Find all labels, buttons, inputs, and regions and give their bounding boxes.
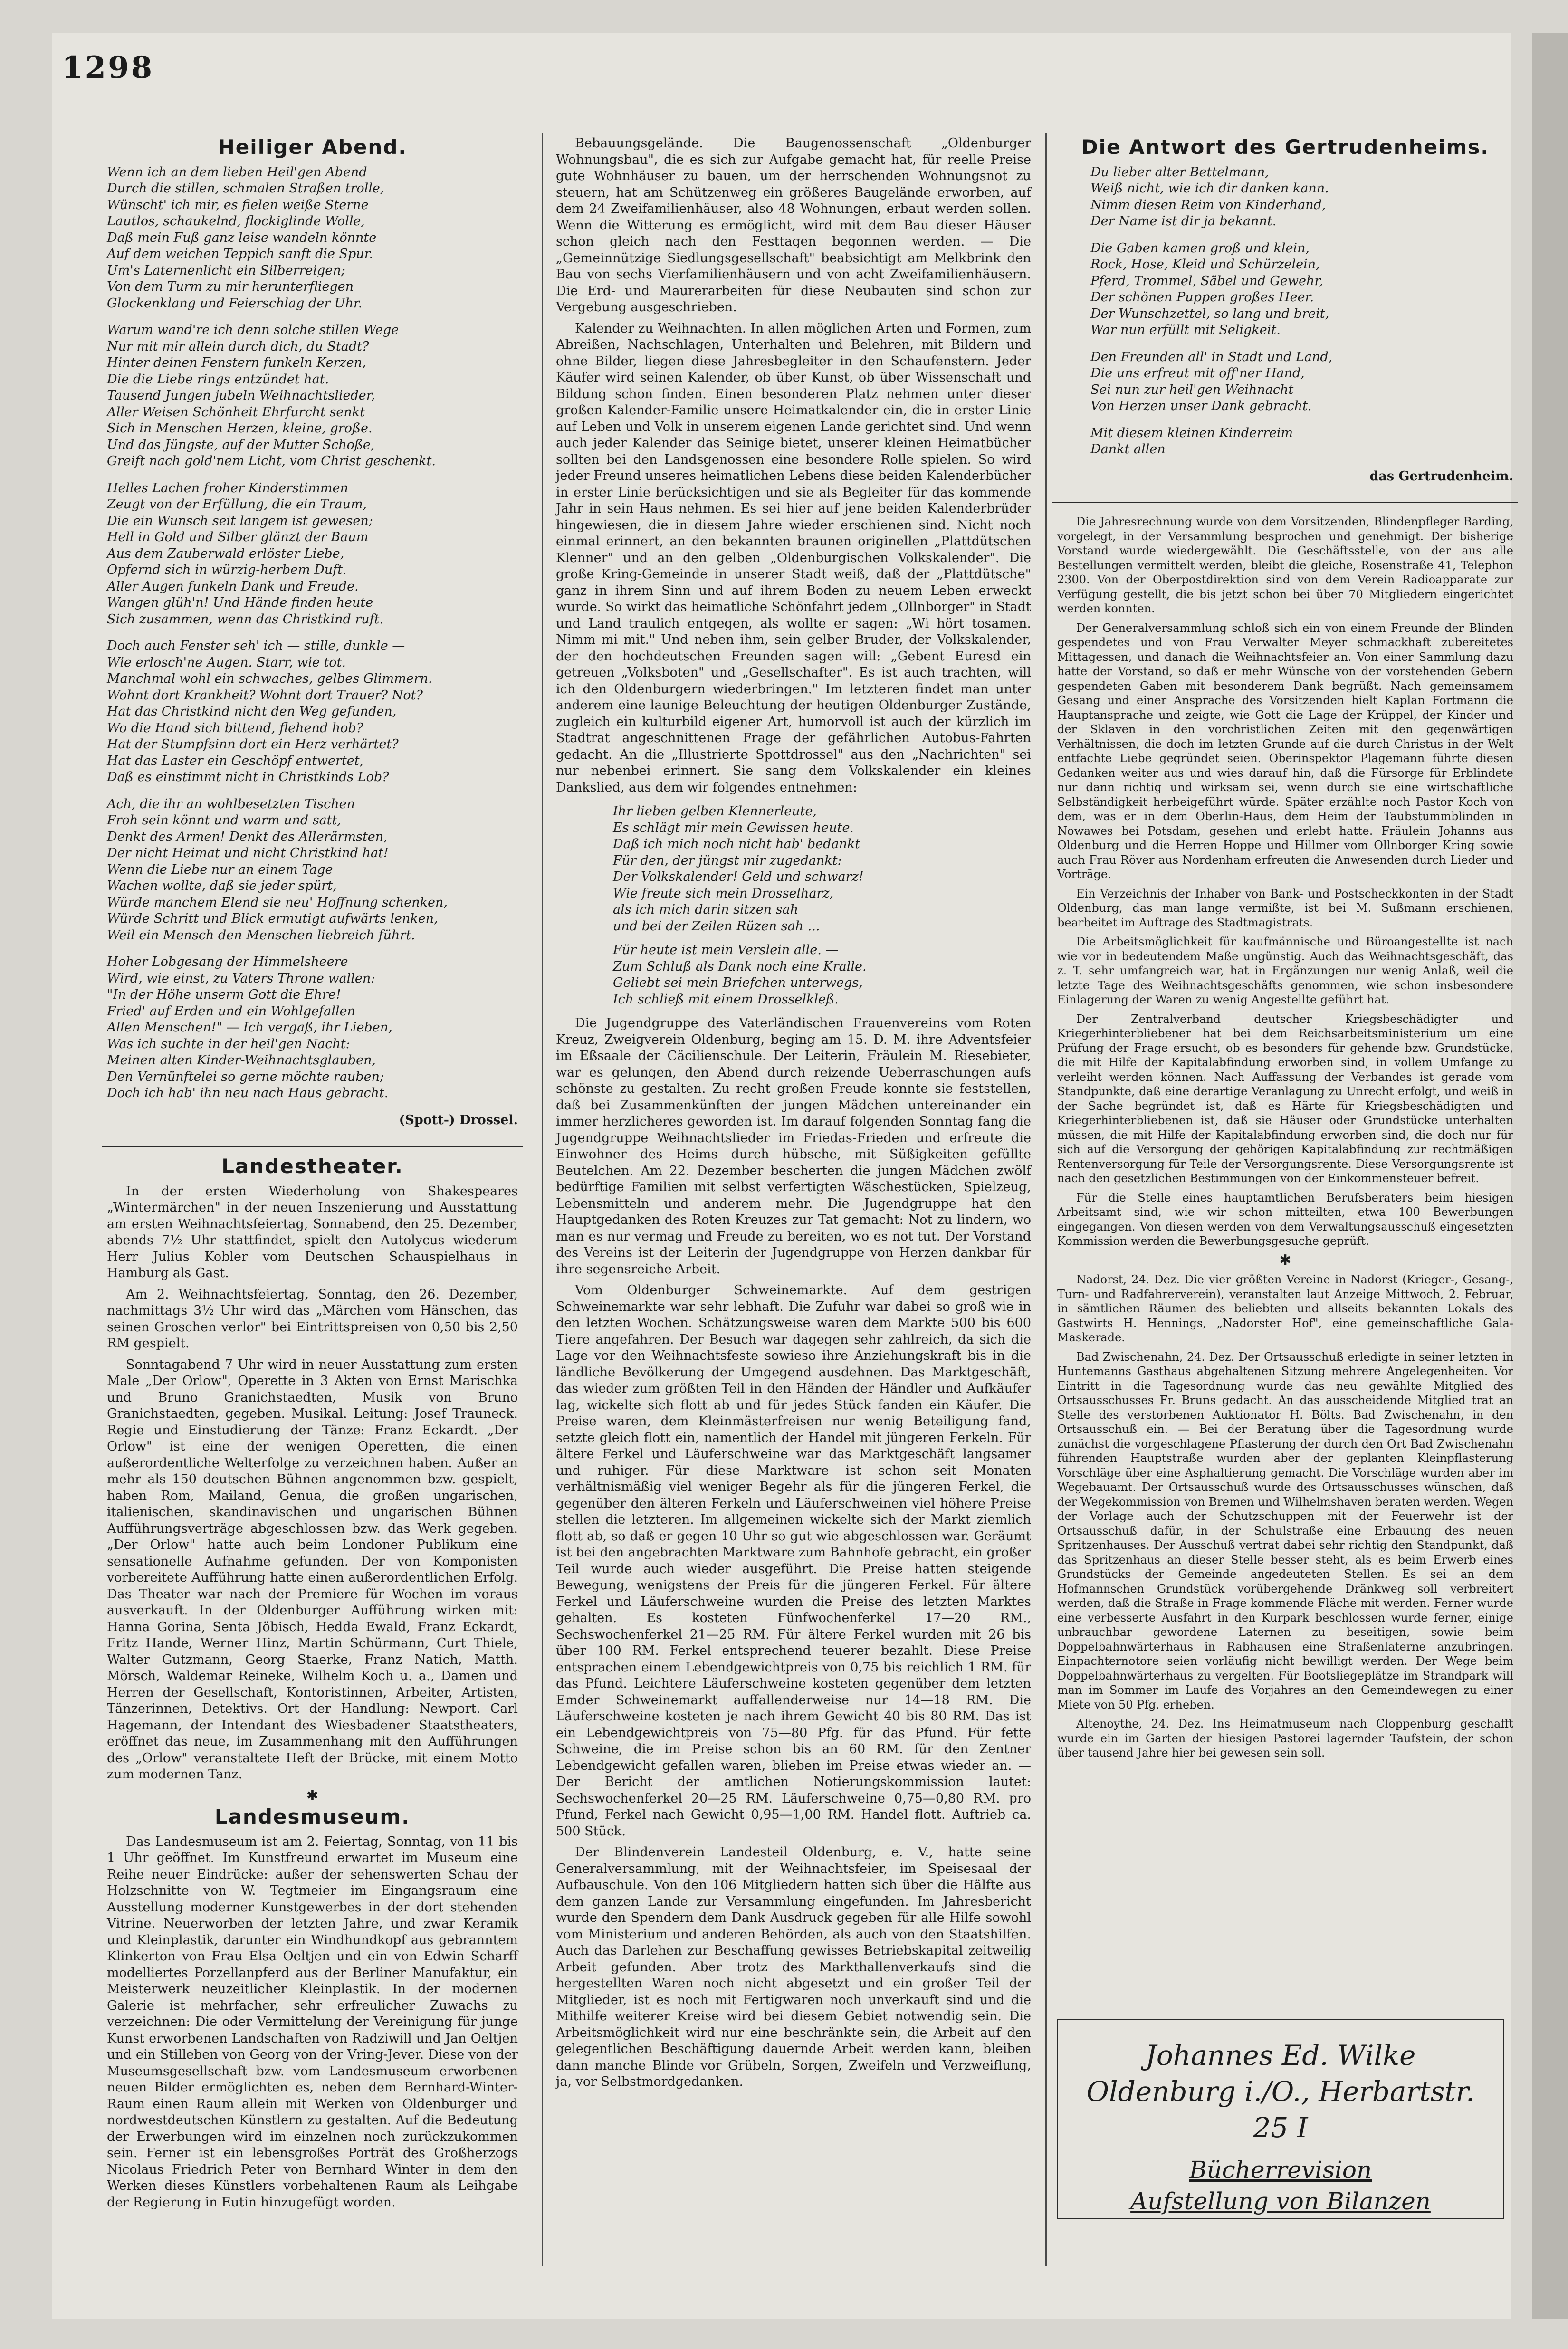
separator-star: ✱ [306, 1787, 319, 1804]
local-news-c [1057, 515, 1513, 1760]
column-2 [556, 135, 1031, 2095]
article-paragraph: Kalender zu Weihnachten. In allen möglichen Arten und Formen, zum Abreißen, Nachschlagen, Unterhalten und Belehren, mit Bildern und ohne Bilder, liegen diese Jahresbegleiter in den Schaufenstern. Jeder Käufer wird seinen Kalender, ob über Kunst, ob über Wissenschaft und Bildung schon finden. Einen besonderen Platz nehmen unter dieser großen Kalender-Familie unsere Heimatkalender ein, die in erster Linie auf Leben und Volk in unserem eigenen Lande gerichtet sind. Und wenn auch jeder Kalender das Seinige bietet, unserer kleinen Heimatbücher sollten bei den Landsgenossen eine besondere Rolle spielen. So wird jeder Freund unseres heimatlichen Lebens diese beiden Kalenderbücher in erster Linie berücksichtigen und sie als Begleiter für das kommende Jahr in sein Haus nehmen. Es sei hier auf jene beiden Kalenderbrüder hingewiesen, die in diesem Jahre wieder erschienen sind. Nicht noch einmal erinnert, an den bekannten braunen originellen „Plattdütschen Klenner" und an den gelben „Oldenburgischen Volkskalender". Die große Kring-Gemeinde in unserer Stadt weiß, daß der „Plattdütsche" ganz in ihrem Sinn und auf ihrem Boden zu neuem Leben erweckt wurde. So wirkt das heimatliche Schönfahrt jedem „Ollnborger" in Stadt und Land traulich entgegen, als wollte er sagen: „Wi hört tosamen. Nimm mi mit." Und neben ihm, sein gelber Bruder, der Volkskalender, der den hochdeutschen Freunden sagen will: „Gebent Euresd ein getreuen „Volksboten" und „Gesellschafter". Es ist auch trachten, will ich den Oldenburgern wiederbringen." Im letzteren findet man unter anderem eine launige Beleuchtung der heutigen Oldenburger Zustände, zugleich ein kulturbild eigener Art, humorvoll ist auch der kürzlich im Stadtrat angeschnittenen Frage der gefährlichen Autobus-Fahrten gedacht. An die „Illustrierte Spottdrossel" aus den „Nachrichten" sei nur nebenbei erinnert. Sie sang dem Volkskalender ein kleines Dankslied, aus dem wir folgendes entnehmen: [556, 321, 1031, 795]
article-paragraph: Ein Verzeichnis der Inhaber von Bank- und Postscheckkonten in der Stadt Oldenburg, das man lange vermißte, ist bei M. Sußmann erschienen, bearbeitet im Auftrage des Stadtmagistrats. [1057, 887, 1513, 929]
article-paragraph: Für die Stelle eines hauptamtlichen Berufsberaters beim hiesigen Arbeitsamt sind, wie wir schon mitteilten, etwa 100 Bewerbungen eingegangen. Von diesen werden von dem Verwaltungsausschuß eingesetzten Kommission werden die Bewerbungsgesuche geprüft. [1057, 1191, 1513, 1248]
poem-stanza: Hoher Lobgesang der Himmelsheere Wird, wie einst, zu Vaters Throne wallen: "In der Höhe unserm Gott die Ehre! Fried' auf Erden und ein Wohlgefallen Allen Menschen!" — Ich vergaß, ihr Lieben, Was ich suchte in der heil'gen Nacht: Meinen alten Kinder-Weihnachtsglauben, Den Vernünftelei so gerne möchte rauben; Doch ich hab' ihn neu nach Haus gebracht. [107, 955, 392, 1100]
verse-stanza: Für heute ist mein Verslein alle. — Zum Schluß als Dank noch eine Kralle. Geliebt sei mein Briefchen unterwegs, Ich schließ mit einem Drosselkleß. [613, 943, 867, 1007]
column-1 [107, 135, 518, 2215]
separator-star: ✱ [1279, 1251, 1291, 1269]
article-paragraph: Der Zentralverband deutscher Kriegsbeschädigter und Kriegerhinterbliebener hat bei dem Reichsarbeitsministerium um eine Prüfung der Frage ersucht, ob es besonders für gehende bzw. Grundstücke, die mit Hilfe der Kapitalabfindung erworben sind, in vollem Umfange zu verleiht werden können. Nach Auffassung der Verbandes ist gerade vom Standpunkte, daß eine derartige Veranlagung zu Unrecht erfolgt, und weiß in der Sache begründet ist, daß es Härte für Kriegsbeschädigten und Kriegerhinterbliebenen ist, daß sie Häuser oder Grundstücke unterhalten müssen, die mit Hilfe der Kapitalabfindung erworben sind, die doch nur für sich auf die Versorgung der gehörigen Kapitalabfindung zur rechtmäßigen Rentenversorgung für Teile der Versorgungsrente. Diese Versorgungsrente ist nach den gesetzlichen Bestimmungen von der Einkommensteuer befreit. [1057, 1012, 1513, 1185]
section-rule [1052, 502, 1518, 503]
poem-stanza: Ach, die ihr an wohlbesetzten Tischen Froh sein könnt und warm und satt, Denkt des Armen! Denkt des Allerärmsten, Der nicht Heimat und nicht Christkind hat! Wenn die Liebe nur an einem Tage Wachen wollte, daß sie jeder spürt, Würde manchem Elend sie neu' Hoffnung schenken, Würde Schritt und Blick ermutigt aufwärts lenken, Weil ein Mensch den Menschen liebreich führt. [107, 796, 448, 943]
poem-stanza: Helles Lachen froher Kinderstimmen Zeugt von der Erfüllung, die ein Traum, Die ein Wunsch seit langem ist gewesen; Hell in Gold und Silber glänzt der Baum Aus dem Zauberwald erlöster Liebe, Opfernd sich in würzig-herbem Duft. Aller Augen funkeln Dank und Freude. Wangen glüh'n! Und Hände finden heute Sich zusammen, wenn das Christkind ruft. [107, 480, 384, 627]
ad-name: Johannes Ed. Wilke [1145, 2039, 1416, 2072]
poem-title: Die Antwort des Gertrudenheims. [1081, 135, 1490, 159]
verse-stanza: Ihr lieben gelben Klennerleute, Es schlägt mir mein Gewissen heute. Daß ich mich noch nicht hab' bedankt Für den, der jüngst mir zugedankt: Der Volkskalender! Geld und schwarz! Wie freute sich mein Drosselharz, als ich mich darin sitzen sah und bei der Zeilen Rüzen sah ... [613, 804, 864, 934]
column-divider [1045, 133, 1047, 2266]
section-rule [102, 1146, 523, 1147]
advertisement [1057, 2019, 1504, 2219]
poem [1057, 164, 1513, 458]
poem-stanza: Die Gaben kamen groß und klein, Rock, Hose, Kleid und Schürzelein, Pferd, Trommel, Säbel und Gewehr, Der schönen Puppen großes Heer. Der Wunschzettel, so lang und breit, War nun erfüllt mit Seligkeit. [1090, 240, 1329, 337]
page-number: 1298 [62, 50, 154, 86]
poem-stanza: Den Freunden all' in Stadt und Land, Die uns erfreut mit off'ner Hand, Sei nun zur heil'gen Weihnacht Von Herzen unser Dank gebracht. [1090, 349, 1333, 413]
poem-stanza: Wenn ich an dem lieben Heil'gen Abend Durch die stillen, schmalen Straßen trolle, Wünscht' ich mir, es fielen weiße Sterne Lautlos, schaukelnd, flockiglinde Wolle, Daß mein Fuß ganz leise wandeln könnte Auf dem weichen Teppich sanft die Spur. Um's Laternenlicht ein Silberreigen; Von dem Turm zu mir herunterfliegen Glockenklang und Feierschlag der Uhr. [107, 164, 384, 311]
ad-service: Bücherrevision [1189, 2156, 1372, 2184]
article-paragraph: Nadorst, 24. Dez. Die vier größten Vereine in Nadorst (Krieger-, Gesang-, Turn- und Radfahrerverein), veranstalten laut Anzeige Mittwoch, 2. Februar, in sämtlichen Räumen des beliebten und allseits bekannten Lokals des Gastwirts H. Hennings, „Nadorster Hof", eine gemeinschaftliche Gala-Maskerade. [1057, 1273, 1513, 1344]
article-paragraph: Die Arbeitsmöglichkeit für kaufmännische und Büroangestellte ist nach wie vor in bedeutendem Maße ungünstig. Auch das Weihnachtsgeschäft, das z. T. sehr umfangreich war, hat in Ergänzungen nur wenig Anlaß, weil die letzte Tage des Weihnachtsgeschäfts genommen, wie schon insbesondere Einlagerung der Waren zu wenig Angestellte geführt hat. [1057, 935, 1513, 1006]
article-paragraph: Bad Zwischenahn, 24. Dez. Der Ortsausschuß erledigte in seiner letzten in Huntemanns Gasthaus abgehaltenen Sitzung mehrere Angelegenheiten. Vor Eintritt in die Tagesordnung wurde das neu gewählte Mitglied des Ortsausschusses Fr. Bruns gedacht. An das ausscheidende Mitglied trat an Stelle des verstorbenen Auktionator H. Bölts. Bad Zwischenahn, in den Ortsausschuß ein. — Bei der Beratung über die Tagesordnung wurde zunächst die vorgeschlagene Pflasterung der durch den Ort Bad Zwischenahn führenden Hauptstraße wurden aber der geplanten Kleinpflasterung Vorschläge über eine Asphaltierung gemacht. Die Vorschläge wurden aber im Wegebauamt. Der Ortsausschuß wurde des Ortsausschusses wünschen, daß der Wegekommission von Bremen und Wilhelmshaven beraten werden. Wegen der Vorlage auch der Schutzschuppen mit der Feuerwehr ist der Ortsausschuß dafür, in der Schulstraße eine Erbauung des neuen Spritzenhauses. Der Ausschuß vertrat dabei sehr richtig den Standpunkt, daß das Spritzenhaus an dieser Stelle besser steht, als es beim Erwerb eines Grundstücks der Gemeinde angedeuteten Stellen. Es sei an dem Hofmannschen Grundstück vorübergehende Dränkweg soll verbreitert werden, daß die Straße in Frage kommende Fläche mit werden. Ferner wurde eine verbesserte Ausfahrt in den Kurpark beschlossen wurde ferner, einige unbrauchbar gewordene Laternen zu beseitigen, sowie beim Doppelbahnwärterhaus in Rabhausen eine Straßenlaterne anzubringen. Einpachternotore seien vorläufig nicht bewilligt werden. Der Wege beim Doppelbahnwärterhaus zu vergelten. Für Bootsliegeplätze im Strandpark will man im Sommer im Laufe des Vorjahres an den Gemeindewegen zu einer Miete von 50 Pfg. erheben. [1057, 1350, 1513, 1711]
poem-stanza: Mit diesem kleinen Kinderreim Dankt allen [1090, 425, 1293, 457]
article-paragraph: Altenoythe, 24. Dez. Ins Heimatmuseum nach Cloppenburg geschafft wurde ein im Garten der hiesigen Pastorei lagernder Taufstein, der schon über tausend Jahre hier bei gewesen sein soll. [1057, 1717, 1513, 1759]
poem-stanza: Du lieber alter Bettelmann, Weiß nicht, wie ich dir danken kann. Nimm diesen Reim von Kinderhand, Der Name ist dir ja bekannt. [1090, 164, 1329, 229]
poem [107, 164, 518, 1102]
article-paragraph: Das Landesmuseum ist am 2. Feiertag, Sonntag, von 11 bis 1 Uhr geöffnet. Im Kunstfreund erwartet im Museum eine Reihe neuer Eindrücke: außer der sehenswerten Schau der Holzschnitte von W. Tegtmeier im Eingangsraum eine Ausstellung moderner Kunstgewerbes in der dort stehenden Vitrine. Neuerworben der letzten Jahre, und zwar Keramik und Kleinplastik, darunter ein Windhundkopf aus gebranntem Klinkerton von Frau Elsa Oeltjen und ein von Edwin Scharff modelliertes Porzellanpferd aus der Berliner Manufaktur, ein Meisterwerk neuzeitlicher Kleinplastik. In der modernen Galerie ist mehrfacher, sehr erfreulicher Zuwachs zu verzeichnen: Die oder Vermittelung der Vereinigung für junge Kunst erworbenen Landschaften von Radziwill und Jan Oeltjen und ein Stilleben von Georg von der Vring-Jever. Diese von der Museumsgesellschaft bzw. vom Landesmuseum erworbenen neuen Bilder ermöglichten es, neben dem Bernhard-Winter-Raum einen Raum allein mit Werken von Oldenburger und nordwestdeutschen Künstlern zu gestalten. Auf die Bedeutung der Erwerbungen wird im einzelnen noch zurückzukommen sein. Ferner ist ein lebensgroßes Porträt des Großherzogs Nicolaus Friedrich Peter von Bernhard Winter in dem den Werken dieses Künstlers vorbehaltenen Raum als Leihgabe der Regierung in Eutin hinzugefügt worden. [107, 1834, 518, 2210]
museum-heading: Landesmuseum. [214, 1805, 411, 1828]
article-paragraph: Vom Oldenburger Schweinemarkte. Auf dem gestrigen Schweinemarkte war sehr lebhaft. Die Zufuhr war dabei so groß wie in den letzten Wochen. Schätzungsweise waren dem Markte 500 bis 600 Tiere angefahren. Der Besuch war dagegen sehr zahlreich, da sich die Lage vor den Weihnachtsfeste sowieso ihre Anziehungskraft bis in die ländliche Bevölkerung der Umgegend ausdehnen. Das Marktgeschäft, das wieder zum größten Teil in den Händen der Händler und Aufkäufer lag, wickelte sich flott ab und für jedes Stück fanden ein Käufer. Die Preise waren, dem Kleinmästerfreisen nur wenig Beteiligung fand, setzte gleich flott ein, namentlich der Handel mit jüngeren Ferkeln. Für ältere Ferkel und Läuferschweine war das Marktgeschäft langsamer und ruhiger. Für diese Marktware ist schon seit Monaten verhältnismäßig viel weniger Begehr als für die jüngeren Ferkel, die gegenüber den älteren Ferkeln und Läuferschweinen viel höhere Preise stellen die letzteren. Im allgemeinen wickelte sich der Markt ziemlich flott ab, so daß er gegen 10 Uhr so gut wie abgeschlossen war. Geräumt ist bei den angebrachten Marktware zum Bahnhofe gebracht, ein großer Teil wurde auch wieder ausgeführt. Die Preise hatten steigende Bewegung, wenigstens der Preis für die jüngeren Ferkel. Für ältere Ferkel und Läuferschweine wurden die Preise des letzten Marktes gehalten. Es kosteten Fünfwochenferkel 17—20 RM., Sechswochenferkel 21—25 RM. Für ältere Ferkel wurden mit 26 bis über 100 RM. Ferkel entsprechend teuerer bezahlt. Diese Preise entsprachen einem Lebendgewichtpreis von 0,75 bis reichlich 1 RM. für das Pfund. Leichtere Läuferschweine kosteten gegenüber dem letzten Emder Schweinemarkt auffallenderweise nur 14—18 RM. Die Läuferschweine kosteten je nach ihrem Gewicht 40 bis 80 RM. Das ist ein Lebendgewichtpreis von 75—80 Pfg. für das Pfund. Für fette Schweine, die im Preise schon bis an 60 RM. für den Zentner Lebendgewicht gefallen waren, blieben im Preise etwas wieder an. — Der Bericht der amtlichen Notierungskommission lautet: Sechswochenferkel 20—25 RM. Läuferschweine 0,75—0,80 RM. pro Pfund, Ferkel nach Gewicht 0,95—1,00 RM. Handel flott. Auftrieb ca. 500 Stück. [556, 1283, 1031, 1839]
poem-stanza: Doch auch Fenster seh' ich — stille, dunkle — Wie erlosch'ne Augen. Starr, wie tot. Manchmal wohl ein schwaches, gelbes Glimmern. Wohnt dort Krankheit? Wohnt dort Trauer? Not? Hat das Christkind nicht den Weg gefunden, Wo die Hand sich bittend, flehend hob? Hat der Stumpfsinn dort ein Herz verhärtet? Hat das Laster ein Geschöpf entwertet, Daß es einstimmt nicht in Christkinds Lob? [107, 639, 432, 784]
article-paragraph: Der Generalversammlung schloß sich ein von einem Freunde der Blinden gespendetes und von Frau Verwalter Meyer schmackhaft zubereitetes Mittagessen, und danach die Weihnachtsfeier an. Von einer Sammlung dazu hatte der Vorstand, so daß er mehr Wünsche von der vorstehenden Gebern gespendeten Gaben mit besonderem Dank begrüßt. Nach gemeinsamem Gesang und einer Ansprache des Vorsitzenden hielt Kaplan Fortmann die Hauptansprache und zeigte, wie Gott die Lage der Krüppel, der Kinder und der Sklaven in den vorchristlichen Zeiten mit den gegenwärtigen Verhältnissen, die doch im letzten Grunde auf die durch Christus in der Welt entfachte Liebe gegründet seien. Oberinspektor Plagemann führte diesen Gedanken weiter aus und wies darauf hin, daß die Fürsorge für Erblindete nur dann richtig und wirksam sei, wenn durch sie eine wirtschaftliche Selbständigkeit herbeigeführt würde. Später erzählte noch Pastor Koch von dem, was er in dem Oberlin-Haus, dem Heim der Taubstummblinden in Nowawes bei Potsdam, gesehen und erlebt hatte. Fräulein Johanns aus Oldenburg und die Herren Hoppe und Hillmer vom Ollnborger Kring sowie auch Frau Röver aus Nordenham erfreuten die Anwesenden durch Lieder und Vorträge. [1057, 621, 1513, 881]
article-paragraph: Der Blindenverein Landesteil Oldenburg, e. V., hatte seine Generalversammlung, mit der Weihnachtsfeier, im Speisesaal der Aufbauschule. Von den 106 Mitgliedern hatten sich über die Hälfte aus dem ganzen Lande zur Versammlung eingefunden. Im Jahresbericht wurde den Spendern dem Dank Ausdruck gegeben für alle Hilfe sowohl vom Ministerium und anderen Behörden, als auch von den Staatshilfen. Auch das Darlehen zur Beschaffung gewisses Betriebskapital zeitweilig Arbeit gefunden. Aber trotz des Markthallenverkaufs sind die hergestellten Waren noch nicht abgesetzt und ein großer Teil der Mitglieder, ist es noch mit Fertigwaren noch unverkauft sind und die Mithilfe weiterer Kreise wird bei diesem Gebiet notwendig sein. Die Arbeitsmöglichkeit wird nur eine beschränkte sein, die Arbeit auf den gelegentlichen Beschäftigung dauernde Arbeit werden kann, bleiben dann manche Blinde vor Grübeln, Sorgen, Zweifeln und Verzweiflung, ja, vor Selbstmordgedanken. [556, 1845, 1031, 2089]
local-news-a [556, 135, 1031, 796]
article-paragraph: Die Jugendgruppe des Vaterländischen Frauenvereins vom Roten Kreuz, Zweigverein Oldenburg, beging am 15. D. M. ihre Adventsfeier im Eßsaale der Cäcilienschule. Der Leiterin, Fräulein M. Riesebieter, war es gelungen, den Abend durch reizende Ueberraschungen aufs schönste zu gestalten. Zu recht großen Freude konnte sie feststellen, daß bei Zusammenkünften der jungen Mädchen untereinander ein immer herzlicheres geworden ist. Im darauf folgenden Sonntag fang die Jugendgruppe Weihnachtslieder im Friedas-Frieden und erfreute die Einwohner des Heims durch hübsche, mit Süßigkeiten gefüllte Beutelchen. Am 22. Dezember bescherten die jungen Mädchen zwölf bedürftige Familien mit selbst verfertigten Wäschestücken, Spielzeug, Lebensmitteln und anderem mehr. Die Jugendgruppe hat den Hauptgedanken des Roten Kreuzes zur Tat gemacht: Not zu lindern, wo man es nur vermag und Freude zu bereiten, wo es not tut. Der Vorstand des Vereins ist der Leiterin der Jugendgruppe von Herzen dankbar für ihre segensreiche Arbeit. [556, 1016, 1031, 1277]
ad-address: Oldenburg i./O., Herbartstr. 25 I [1086, 2075, 1475, 2144]
theater-heading: Landestheater. [221, 1155, 403, 1178]
column-divider [542, 133, 543, 2266]
museum-article [107, 1834, 518, 2211]
article-paragraph: Sonntagabend 7 Uhr wird in neuer Ausstattung zum ersten Male „Der Orlow", Operette in 3 Akten von Ernst Marischka und Bruno Granichstaedten, Musik von Bruno Granichstaedten, gegeben. Musikal. Leitung: Josef Trauneck. Regie und Einstudierung der Tänze: Franz Eckardt. „Der Orlow" ist eine der wenigen Operetten, die einen außerordentliche Welterfolge zu verzeichnen haben. Außer an mehr als 150 deutschen Bühnen angenommen bzw. gespielt, haben Rom, Mailand, Genua, die großen ungarischen, italienischen, skandinavischen und ungarischen Bühnen Aufführungsverträge abgeschlossen bzw. das Werk gegeben. „Der Orlow" hatte auch beim Londoner Publikum eine sensationelle Aufnahme gefunden. Der von Komponisten vorbereitete Aufführung hatte einen außerordentlichen Erfolg. Das Theater war nach der Premiere für Wochen im voraus ausverkauft. In der Oldenburger Aufführung wirken mit: Hanna Gorina, Senta Jöbisch, Hedda Ewald, Franz Eckardt, Fritz Hande, Werner Hinz, Martin Schürmann, Curt Thiele, Walter Gutzmann, Georg Staerke, Franz Natich, Matth. Mörsch, Waldemar Reineke, Wilhelm Koch u. a., Damen und Herren der Gesellschaft, Kontoristinnen, Arbeiter, Artisten, Tänzerinnen, Detektivs. Ort der Handlung: Newport. Carl Hagemann, der Intendant des Wiesbadener Staatstheaters, eröffnet das neue, im Zusammenhang mit den Aufführungen des „Orlow" veranstaltete Heft der Brücke, mit einem Motto zum modernen Tanz. [107, 1357, 518, 1782]
theater-article [107, 1184, 518, 1783]
poem-title: Heiliger Abend. [218, 135, 407, 159]
ad-service: Aufstellung von Bilanzen [1130, 2187, 1431, 2215]
article-paragraph: Bebauungsgelände. Die Baugenossenschaft „Oldenburger Wohnungsbau", die es sich zur Aufgabe gemacht hat, für reelle Preise gute Wohnhäuser zu bauen, um der herrschenden Wohnungsnot zu steuern, hat am Schützenweg ein größeres Baugelände erworben, auf dem 24 Zweifamilienhäuser, also 48 Wohnungen, erbaut werden sollen. Wenn die Witterung es ermöglicht, wird mit dem Bau dieser Häuser schon gleich nach den Festtagen begonnen werden. — Die „Gemeinnützige Siedlungsgesellschaft" beabsichtigt am Melkbrink den Bau von sechs Vierfamilienhäusern und von acht Zweifamilienhäusern. Die Erd- und Maurerarbeiten für diese Neubauten sind schon zur Vergebung ausgeschrieben. [556, 136, 1031, 315]
article-paragraph: In der ersten Wiederholung von Shakespeares „Wintermärchen" in der neuen Inszenierung und Ausstattung am ersten Weihnachtsfeiertag, Sonnabend, den 25. Dezember, abends 7½ Uhr stattfindet, spielt den Autolycus wiederum Herr Julius Kobler vom Deutschen Schauspielhaus in Hamburg als Gast. [107, 1184, 518, 1280]
column-3 [1057, 135, 1513, 1765]
poem-stanza: Warum wand're ich denn solche stillen Wege Nur mit mir allein durch dich, du Stadt? Hinter deinen Fenstern funkeln Kerzen, Die die Liebe rings entzündet hat. Tausend Jungen jubeln Weihnachtslieder, Aller Weisen Schönheit Ehrfurcht senkt Sich in Menschen Herzen, kleine, große. Und das Jüngste, auf der Mutter Schoße, Greift nach gold'nem Licht, vom Christ geschenkt. [107, 323, 436, 468]
local-news-b [556, 1015, 1031, 2091]
page-edge [1532, 33, 1568, 2319]
article-paragraph: Am 2. Weihnachtsfeiertag, Sonntag, den 26. Dezember, nachmittags 3½ Uhr wird das „Märchen vom Hänschen, das seinen Groschen verlor" bei Eintrittspreisen von 0,50 bis 2,50 RM gespielt. [107, 1287, 518, 1351]
poem-signature: das Gertrudenheim. [1369, 468, 1513, 484]
poem-signature: (Spott-) Drossel. [399, 1112, 518, 1127]
article-paragraph: Die Jahresrechnung wurde von dem Vorsitzenden, Blindenpfleger Barding, vorgelegt, in der Versammlung besprochen und genehmigt. Der bisherige Vorstand wurde wiedergewählt. Die Geschäftsstelle, von der aus alle Bestellungen vermittelt werden, bleibt die gleiche, Rosenstraße 41, Telephon 2300. Von der Oberpostdirektion sind von dem Verein Radioapparate zur Verfügung gestellt, die bis jetzt schon bei über 70 Mitgliedern eingerichtet werden konnten. [1057, 515, 1513, 615]
